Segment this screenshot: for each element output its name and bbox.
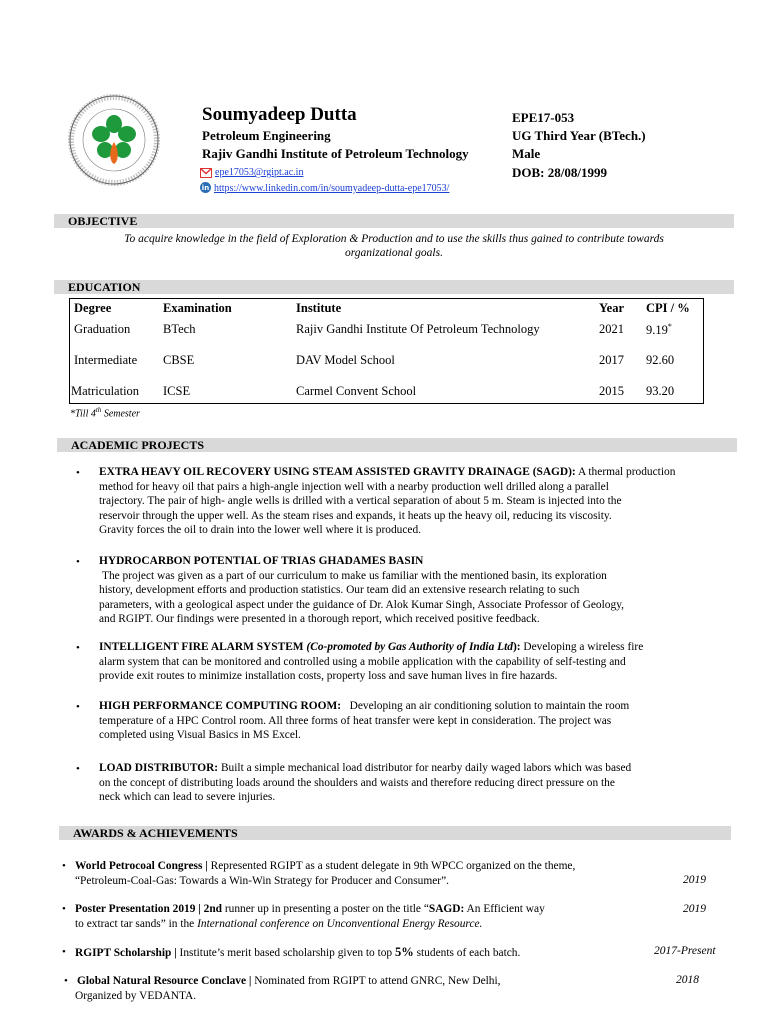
department: Petroleum Engineering	[202, 128, 331, 143]
gender: Male	[512, 146, 541, 161]
project-text: trajectory. The pair of high- angle wells is drilled with a vertical separation of about 5 m. Steam is injected into the	[99, 495, 622, 507]
award-text: Organized by VEDANTA.	[75, 989, 197, 1002]
project-title: INTELLIGENT FIRE ALARM SYSTEM	[99, 641, 304, 653]
candidate-name: Soumyadeep Dutta	[202, 104, 357, 125]
project-text: parameters, with a geological aspect under the guidance of Dr. Alok Kumar Singh, Associate Professor of Geology,	[99, 598, 624, 611]
note-superscript: th	[95, 406, 102, 414]
bullet: •	[62, 946, 66, 958]
cell-cpi: 93.20	[646, 384, 675, 398]
education-heading: EDUCATION	[54, 280, 734, 294]
award-text: Institute’s merit based scholarship given to top	[176, 947, 395, 959]
project-title: LOAD DISTRIBUTOR:	[99, 762, 219, 774]
project-fire-alarm	[99, 640, 739, 684]
award-gnrc	[77, 974, 677, 1003]
award-text-bold: 5%	[394, 945, 414, 959]
date-of-birth: DOB: 28/08/1999	[512, 165, 607, 180]
project-trias	[99, 554, 739, 627]
cell-cpi	[646, 322, 672, 338]
cell-year: 2015	[599, 384, 624, 398]
award-title: Poster Presentation 2019 | 2nd	[75, 903, 222, 915]
award-text-italic: International conference on Unconventional Energy Resource.	[197, 917, 483, 930]
svg-text:in: in	[201, 184, 210, 192]
header-degree: Degree	[74, 301, 112, 315]
bullet: •	[62, 903, 66, 915]
award-poster	[75, 902, 675, 931]
objective-heading: OBJECTIVE	[54, 214, 734, 228]
project-title: HIGH PERFORMANCE COMPUTING ROOM:	[99, 700, 342, 712]
cell-year: 2021	[599, 322, 624, 336]
header-examination: Examination	[163, 301, 232, 315]
project-hpc	[99, 699, 739, 743]
award-text: An Efficient way	[464, 903, 545, 915]
cell-exam: BTech	[163, 322, 196, 336]
project-text: on the concept of distributing loads around the shoulders and waists and therefore reducing direct pressure on the	[99, 776, 615, 789]
cell-exam: CBSE	[163, 353, 195, 367]
cell-institute: Rajiv Gandhi Institute Of Petroleum Technology	[296, 322, 540, 336]
project-text: completed using Visual Basics in MS Excel.	[99, 729, 301, 741]
award-text: “Petroleum-Coal-Gas: Towards a Win-Win Strategy for Producer and Consumer”.	[75, 874, 449, 887]
project-text: Gravity forces the oil to drain into the lower well where it is produced.	[99, 524, 422, 536]
award-year: 2017-Present	[654, 945, 716, 957]
award-text-bold: SAGD:	[428, 903, 465, 915]
award-title: RGIPT Scholarship |	[75, 947, 177, 959]
linkedin-link[interactable]: https://www.linkedin.com/in/soumyadeep-dutta-epe17053/	[214, 183, 450, 194]
project-text: A thermal production	[575, 466, 676, 478]
bullet: •	[62, 860, 66, 872]
bullet: •	[64, 975, 68, 987]
cell-exam: ICSE	[163, 384, 191, 398]
project-text: The project was given as a part of our curriculum to make us familiar with the mentioned basin, its exploration	[102, 569, 607, 582]
project-text: temperature of a HPC Control room. All three forms of heat transfer were kept in consideration. The project was	[99, 714, 612, 727]
cpi-value: 9.19	[646, 323, 668, 338]
bullet: •	[76, 556, 80, 568]
bullet: •	[76, 763, 80, 775]
cell-cpi: 92.60	[646, 353, 675, 367]
objective-line-1: To acquire knowledge in the field of Exploration & Production and to use the skills thus gained to contribute towards	[124, 233, 664, 245]
project-text: neck which can lead to severe injuries.	[99, 791, 276, 803]
project-load-distributor	[99, 761, 739, 805]
award-text: Represented RGIPT as a student delegate in 9th WPCC organized on the theme,	[207, 860, 576, 872]
note-text-end: Semester	[101, 408, 140, 420]
awards-heading: AWARDS & ACHIEVEMENTS	[59, 826, 731, 840]
award-text: Nominated from RGIPT to attend GNRC, New Delhi,	[251, 975, 501, 987]
education-footnote	[70, 406, 140, 419]
linkedin-icon	[200, 182, 211, 193]
award-title: Global Natural Resource Conclave |	[77, 975, 252, 987]
bullet: •	[76, 642, 80, 654]
bullet: •	[76, 701, 80, 713]
project-text: Built a simple mechanical load distributor for nearby daily waged labors which was based	[218, 762, 632, 774]
award-year: 2019	[683, 903, 706, 915]
gmail-icon	[200, 168, 212, 178]
cell-year: 2017	[599, 353, 624, 367]
project-title: EXTRA HEAVY OIL RECOVERY USING STEAM ASSISTED GRAVITY DRAINAGE (SAGD):	[99, 466, 576, 478]
program-year: UG Third Year (BTech.)	[512, 128, 646, 143]
award-year: 2018	[676, 974, 699, 986]
cell-degree: Matriculation	[71, 384, 140, 398]
project-text: history, development efforts and production statistics. Our team did an extensive research relating to such	[99, 584, 580, 596]
project-text: reservoir through the upper well. As the steam rises and expands, it heats up the heavy oil, reducing its viscosity.	[99, 509, 612, 522]
project-text: Developing an air conditioning solution to maintain the room	[341, 700, 630, 712]
header-cpi: CPI / %	[646, 301, 690, 315]
project-text: and RGIPT. Our findings were presented in a thorough report, which received positive feedback.	[99, 613, 540, 625]
institute-logo	[68, 94, 160, 186]
cell-institute: Carmel Convent School	[296, 384, 417, 398]
header-year: Year	[599, 301, 624, 315]
education-table	[69, 298, 704, 404]
award-text: to extract tar sands” in the	[75, 917, 198, 930]
project-sagd	[99, 465, 739, 538]
project-text: provide exit routes to minimize installation costs, property loss and save human lives in fire hazards.	[99, 670, 558, 682]
cell-degree: Intermediate	[74, 353, 138, 367]
award-title: World Petrocoal Congress |	[75, 860, 208, 872]
award-text: runner up in presenting a poster on the title “	[222, 903, 429, 915]
award-text: students of each batch.	[413, 947, 521, 959]
award-year: 2019	[683, 874, 706, 886]
cell-degree: Graduation	[74, 322, 131, 336]
projects-heading: ACADEMIC PROJECTS	[57, 438, 737, 452]
award-wpcc	[75, 859, 675, 888]
award-scholarship	[75, 945, 675, 961]
project-text: method for heavy oil that pairs a high-angle injection well with a nearby production well drilled along a parallel	[99, 480, 609, 493]
bullet: •	[76, 467, 80, 479]
roll-number: EPE17-053	[512, 110, 575, 125]
note-text: *Till 4	[70, 408, 96, 420]
project-title-italic: (Co-promoted by Gas Authority of India Ltd	[306, 641, 513, 653]
cpi-footnote-mark: *	[667, 322, 672, 331]
project-title-end: ):	[512, 641, 521, 653]
project-text: Developing a wireless fire	[520, 641, 644, 653]
header-institute: Institute	[296, 301, 342, 315]
objective-line-2: organizational goals.	[345, 247, 443, 259]
project-text: alarm system that can be monitored and controlled using a mobile application with the capability of self-testing and	[99, 655, 626, 668]
cell-institute: DAV Model School	[296, 353, 395, 367]
project-title: HYDROCARBON POTENTIAL OF TRIAS GHADAMES BASIN	[99, 555, 424, 567]
email-link[interactable]: epe17053@rgipt.ac.in	[215, 167, 304, 178]
institute-name: Rajiv Gandhi Institute of Petroleum Technology	[202, 146, 469, 161]
